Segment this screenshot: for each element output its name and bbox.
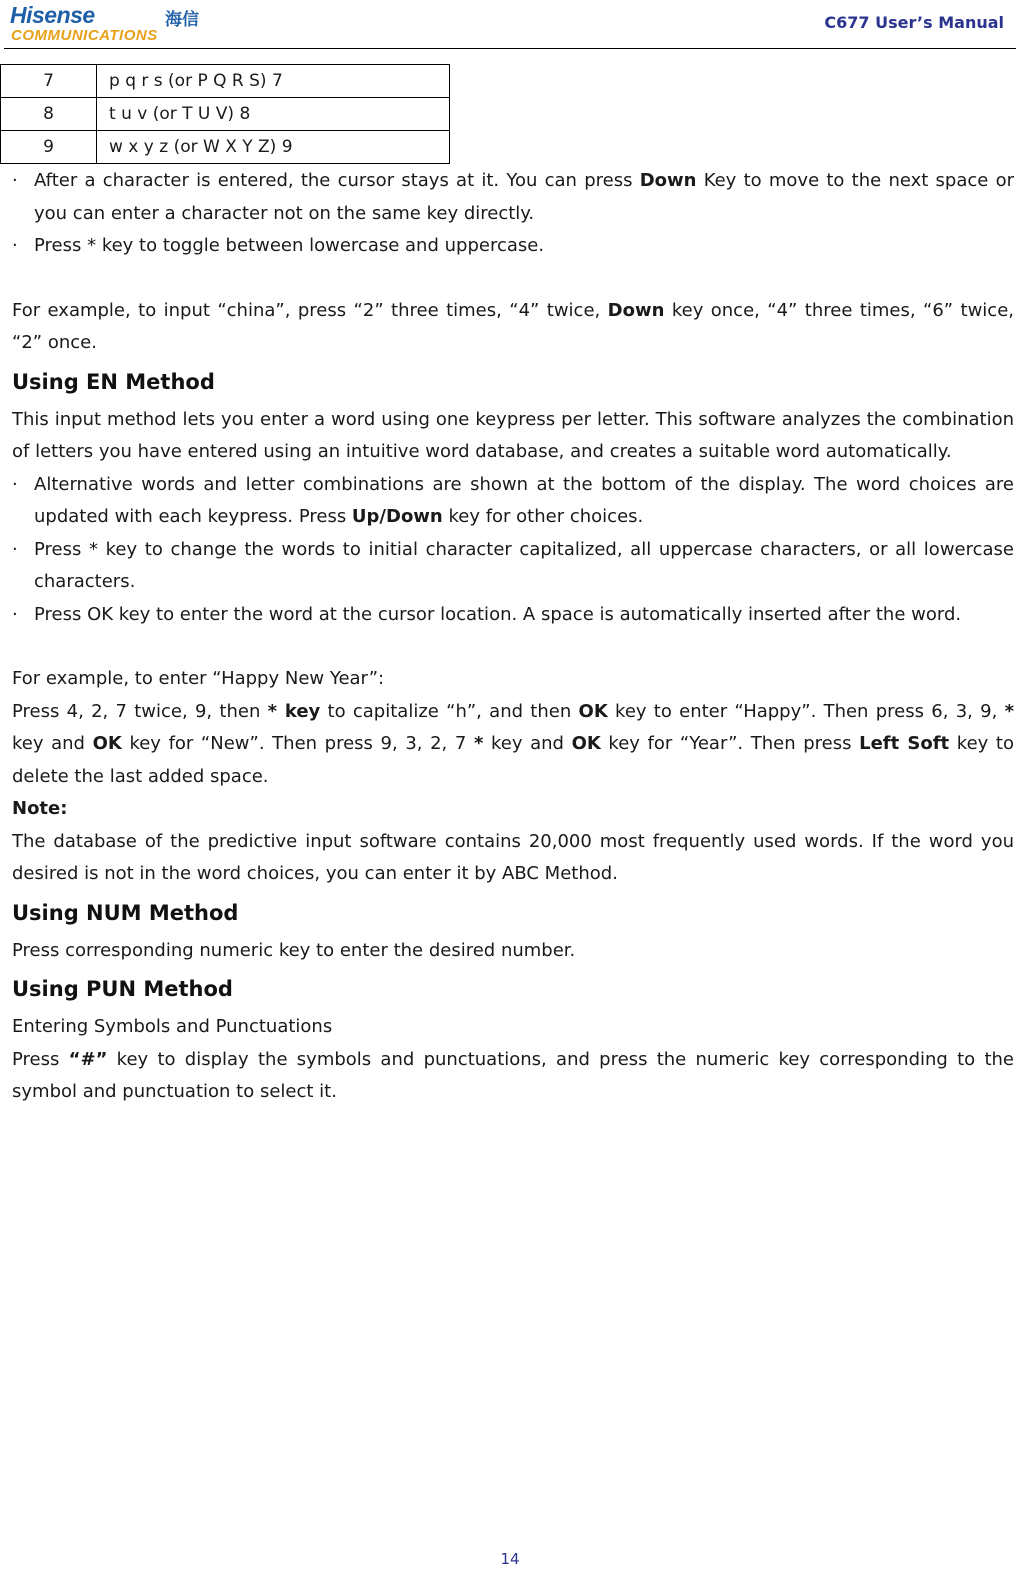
note-text: The database of the predictive input software contains 20,000 most frequently used words. If the word you desired is not in the word choices, you can enter it by ABC Method. xyxy=(12,830,1014,884)
key-cell: 7 xyxy=(1,65,97,98)
logo-brand-text: Hisense xyxy=(10,2,95,28)
en-bullet-ok-key xyxy=(12,599,1014,632)
note-label: Note: xyxy=(12,798,68,819)
text: key and xyxy=(12,733,93,754)
en-example-steps xyxy=(12,696,1014,794)
text: key for “Year”. Then press xyxy=(600,733,860,754)
key-cell: 9 xyxy=(1,131,97,164)
bold-text: Down xyxy=(639,170,697,191)
bullet-dot: · xyxy=(12,538,18,560)
heading-num-method: Using NUM Method xyxy=(12,900,239,925)
text: key once, “4” three times, “6” twice, “2” once. xyxy=(12,299,1014,353)
text: After a character is entered, the cursor stays at it. You can press xyxy=(34,170,640,191)
header-divider xyxy=(4,48,1016,49)
text: Press 4, 2, 7 twice, 9, then xyxy=(12,700,268,722)
table-row xyxy=(1,131,450,164)
abc-bullet-toggle-case xyxy=(12,230,1014,263)
text: key to display the symbols and punctuations, and press the numeric key corresponding to the symbol and punctuation to select it. xyxy=(12,1048,1014,1102)
bold-text: * key xyxy=(267,700,321,722)
bold-text: Down xyxy=(607,299,665,321)
letters-cell: w x y z (or W X Y Z) 9 xyxy=(97,131,450,164)
bold-text: OK xyxy=(92,733,122,754)
table-row xyxy=(1,98,450,131)
abc-example xyxy=(12,295,1014,360)
page-header xyxy=(0,0,1020,50)
en-bullet-capitalization xyxy=(12,534,1014,599)
text: Press xyxy=(12,1048,69,1070)
en-example-intro: For example, to enter “Happy New Year”: xyxy=(12,668,385,689)
key-letter-table xyxy=(0,64,450,164)
text: key to enter “Happy”. Then press 6, 3, 9, xyxy=(607,700,1005,722)
heading-pun-method: Using PUN Method xyxy=(12,977,233,1001)
logo-chinese-text: 海信 xyxy=(165,10,199,30)
bold-text: OK xyxy=(571,733,601,754)
bold-text: * xyxy=(1004,700,1014,722)
text: Press OK key to enter the word at the cursor location. A space is automatically inserted after the word. xyxy=(34,603,962,625)
text: to capitalize “h”, and then xyxy=(320,700,579,722)
text: Alternative words and letter combinations are shown at the bottom of the display. The word choices are updated with each keypress. Press xyxy=(34,473,1014,527)
bullet-dot: · xyxy=(12,473,18,495)
letters-cell: p q r s (or P Q R S) 7 xyxy=(97,65,450,98)
abc-bullet-down-key xyxy=(12,165,1014,230)
bold-text: OK xyxy=(578,700,608,722)
bold-text: * xyxy=(473,733,484,754)
letters-cell: t u v (or T U V) 8 xyxy=(97,98,450,131)
bold-text: Up/Down xyxy=(351,506,443,527)
bold-text: Left Soft xyxy=(859,733,950,754)
text: key for other choices. xyxy=(442,506,644,527)
text: Press * key to toggle between lowercase and uppercase. xyxy=(34,235,545,256)
text: Press * key to change the words to initial character capitalized, all uppercase characters, or all lowercase characters. xyxy=(34,538,1014,592)
bold-text: “#” xyxy=(68,1048,108,1070)
bullet-dot: · xyxy=(12,235,18,256)
page-content xyxy=(12,165,1014,1109)
pun-method-text xyxy=(12,1044,1014,1109)
en-bullet-alternatives xyxy=(12,469,1014,534)
page-number: 14 xyxy=(500,1550,520,1568)
bullet-dot: · xyxy=(12,603,18,625)
heading-en-method: Using EN Method xyxy=(12,369,215,394)
hisense-logo xyxy=(10,2,205,46)
text: key to delete the last added space. xyxy=(12,733,1014,787)
en-method-intro: This input method lets you enter a word using one keypress per letter. This software analyzes the combination of letters you have entered using an intuitive word database, and creates a suitable word automatically. xyxy=(12,408,1014,462)
manual-title: C677 User’s Manual xyxy=(824,13,1004,32)
key-cell: 8 xyxy=(1,98,97,131)
text: key and xyxy=(483,733,572,754)
bullet-dot: · xyxy=(12,170,18,191)
logo-sub-text: COMMUNICATIONS xyxy=(11,27,158,44)
num-method-text: Press corresponding numeric key to enter the desired number. xyxy=(12,939,576,961)
text: Key to move to the next space or you can enter a character not on the same key directly. xyxy=(34,170,1014,224)
text: For example, to input “china”, press “2” three times, “4” twice, xyxy=(12,299,608,321)
text: key for “New”. Then press 9, 3, 2, 7 xyxy=(121,733,474,754)
table-row xyxy=(1,65,450,98)
pun-method-subheading: Entering Symbols and Punctuations xyxy=(12,1016,333,1037)
